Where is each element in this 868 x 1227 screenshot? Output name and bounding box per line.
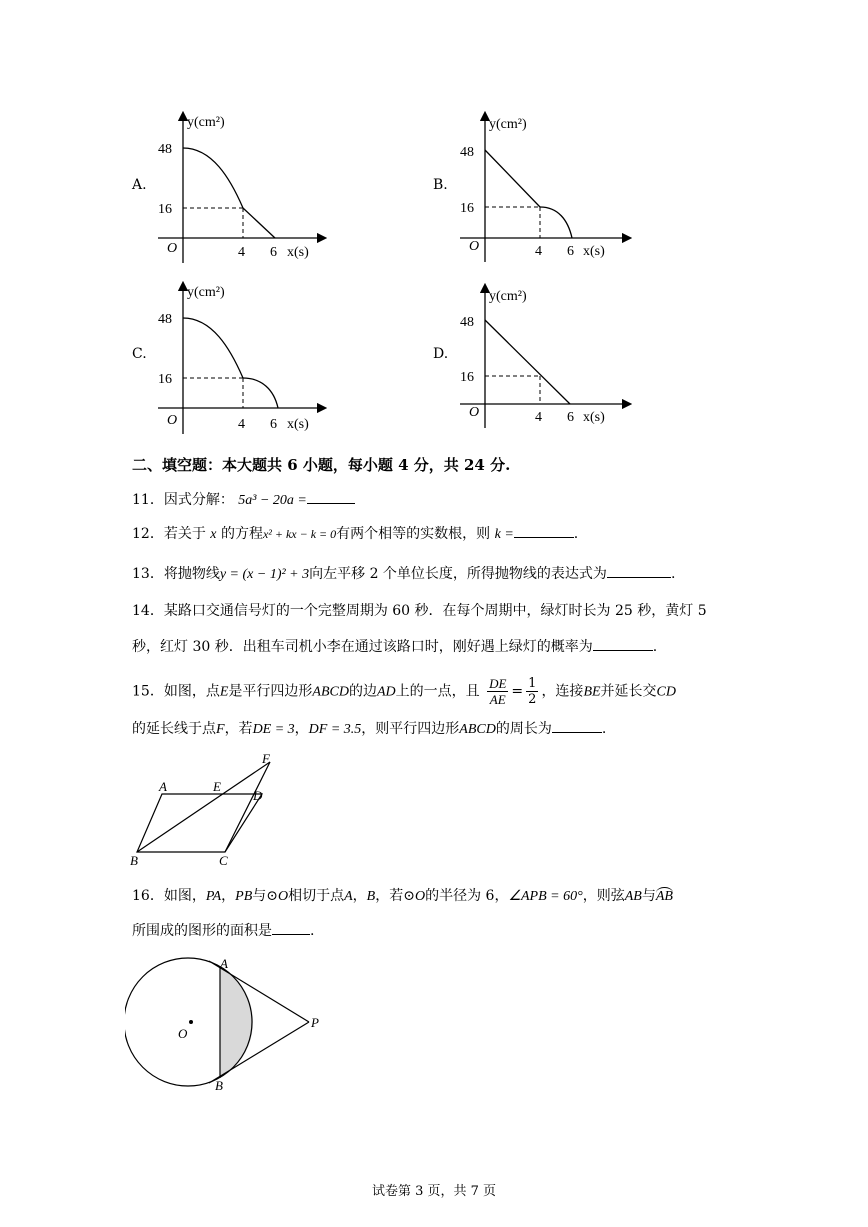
tick-16: 16: [460, 370, 474, 385]
label-c: C: [219, 853, 228, 868]
shaded-segment: [220, 966, 253, 1078]
q16-pa: PA: [205, 889, 222, 904]
graph-a: [150, 108, 330, 268]
curve-segment-2: [243, 378, 278, 408]
q16-end: .: [310, 923, 315, 939]
origin-label: O: [469, 239, 480, 254]
q12-mid: 的方程: [220, 526, 263, 542]
q14-answer-blank[interactable]: [593, 636, 653, 651]
q15-text-3: 的边: [348, 683, 377, 700]
q16-text-5: 的半径为 6，: [425, 888, 509, 904]
frac-denominator: AE: [489, 692, 506, 707]
q15-ad: AD: [376, 684, 396, 700]
q16-b: B: [366, 889, 376, 904]
q16-text-2: 与⊙: [252, 888, 278, 904]
q15-text-9: ，: [294, 721, 309, 737]
q14-line-2-text: 秒，红灯 30 秒．出租车司机小李在通过该路口时，刚好遇上绿灯的概率为: [132, 639, 593, 655]
q12-end: .: [573, 526, 579, 542]
q15-equals: =: [511, 683, 524, 700]
graph-c: [150, 278, 330, 440]
option-b-label: B.: [433, 177, 448, 193]
line-cf: [225, 762, 270, 852]
q15-text-2: 是平行四边形: [228, 683, 313, 700]
tick-48: 48: [158, 142, 172, 157]
question-16-line-1: [132, 886, 673, 907]
label-o: O: [178, 1026, 188, 1041]
q15-de-value: DE = 3: [252, 722, 295, 737]
tick-6: 6: [270, 245, 277, 260]
q16-text-6: ，则弦: [582, 888, 625, 904]
line-segment: [485, 150, 540, 207]
curve-segment: [540, 207, 572, 238]
tick-6: 6: [567, 410, 574, 425]
y-axis-label: y(cm²): [187, 285, 225, 300]
y-axis-label: y(cm²): [187, 115, 225, 130]
q15-point-f: F: [216, 722, 225, 737]
q13-post: 向左平移 2 个单位长度，所得抛物线的表达式为: [309, 566, 607, 582]
y-axis-label: y(cm²): [489, 289, 527, 304]
question-14-line-1: 14．某路口交通信号灯的一个完整周期为 60 秒．在每个周期中，绿灯时长为 25 秒，黄灯 5: [132, 603, 707, 619]
question-13: [132, 563, 675, 585]
q11-expression: 5a³ − 20a =: [238, 493, 307, 508]
q15-text-6: 并延长交: [600, 683, 657, 700]
section-heading: 二、填空题：本大题共 6 小题，每小题 4 分，共 24 分.: [132, 456, 511, 474]
question-12: [132, 523, 578, 545]
curve-segment-1: [183, 318, 243, 378]
frac-denominator: 2: [528, 692, 537, 707]
origin-label: O: [167, 241, 178, 256]
q13-answer-blank[interactable]: [607, 563, 671, 578]
q12-equation: x² + kx − k = 0: [262, 527, 337, 541]
label-a: A: [220, 956, 228, 971]
q15-end: .: [601, 721, 607, 737]
parallelogram-abcd: [137, 794, 262, 852]
tick-16: 16: [460, 201, 474, 216]
line-segment: [243, 208, 275, 238]
q13-pre: 将抛物线: [163, 566, 220, 582]
q13-number: 13．: [132, 566, 164, 582]
tick-6: 6: [567, 244, 574, 259]
q16-text-8: 所围成的图形的面积是: [132, 923, 272, 939]
frac-numerator: 1: [528, 676, 537, 691]
label-b: B: [215, 1078, 223, 1093]
tick-16: 16: [158, 202, 172, 217]
x-axis-label: x(s): [287, 417, 309, 432]
q12-k: k =: [494, 527, 514, 542]
q11-text: 因式分解：: [163, 492, 234, 508]
question-15-line-2: [132, 718, 606, 740]
label-p: P: [311, 1015, 319, 1030]
tick-16: 16: [158, 372, 172, 387]
q15-cd: CD: [656, 684, 676, 700]
q16-comma-1: ，: [221, 888, 236, 904]
q12-pre: 若关于: [163, 526, 206, 542]
line-segment: [485, 320, 570, 404]
q15-text-7: 的延长线于点: [132, 721, 216, 737]
q11-answer-blank[interactable]: [307, 489, 355, 504]
frac-numerator: DE: [489, 676, 507, 691]
q16-a: A: [344, 889, 353, 904]
q16-pb: PB: [235, 889, 253, 904]
q14-end: .: [652, 639, 658, 655]
question-16-line-2: [132, 920, 314, 941]
q12-post: 有两个相等的实数根，则: [336, 526, 491, 542]
q15-text-10: ，则平行四边形: [361, 721, 460, 737]
origin-label: O: [469, 405, 480, 420]
tick-4: 4: [535, 410, 542, 425]
q15-fraction-de-ae: [487, 676, 508, 707]
q13-equation: y = (x − 1)² + 3: [219, 567, 310, 582]
q15-number: 15．: [132, 683, 164, 700]
q16-arc-ab: AB: [655, 889, 673, 904]
origin-label: O: [167, 413, 178, 428]
q15-text-5: ，连接: [541, 683, 584, 700]
q15-be: BE: [583, 684, 601, 700]
question-11: [132, 489, 355, 511]
option-c-label: C.: [132, 346, 147, 362]
label-a: A: [159, 779, 167, 794]
option-a-label: A.: [132, 177, 147, 193]
q16-comma-2: ，: [352, 888, 367, 904]
q11-number: 11．: [132, 492, 164, 508]
label-f: F: [262, 751, 270, 766]
x-axis-label: x(s): [287, 245, 309, 260]
q15-df-value: DF = 3.5: [308, 722, 362, 737]
q15-answer-blank[interactable]: [552, 718, 602, 733]
figure-16-circle-tangents: [125, 955, 325, 1095]
q16-answer-blank[interactable]: [272, 920, 310, 935]
tick-4: 4: [238, 245, 245, 260]
q15-text-8: ，若: [224, 721, 253, 737]
question-15-line-1: [132, 676, 676, 707]
figure-15-parallelogram: [125, 750, 285, 870]
q15-abcd-2: ABCD: [459, 722, 496, 737]
option-d-label: D.: [433, 346, 449, 362]
q12-var: x: [210, 527, 217, 542]
q15-text-1: 如图，点: [163, 683, 220, 700]
q16-chord-ab: AB: [624, 889, 642, 904]
x-axis-label: x(s): [583, 244, 605, 259]
tick-48: 48: [460, 145, 474, 160]
graph-b: [455, 110, 635, 270]
curve-segment: [183, 148, 243, 208]
graph-d: [455, 282, 635, 442]
y-axis-label: y(cm²): [489, 117, 527, 132]
q16-text-4: ，若⊙: [375, 888, 415, 904]
q16-o-2: O: [414, 889, 426, 904]
tick-4: 4: [238, 417, 245, 432]
tick-6: 6: [270, 417, 277, 432]
label-d: D: [253, 788, 263, 803]
tick-48: 48: [460, 315, 474, 330]
q16-angle: ∠APB = 60°: [508, 889, 583, 904]
label-b: B: [130, 853, 138, 868]
page-footer: 试卷第 3 页，共 7 页: [371, 1184, 497, 1199]
q15-fraction-half: [526, 676, 538, 707]
q15-text-4: 上的一点，且: [395, 683, 480, 700]
question-14-line-2: [132, 636, 657, 657]
q16-text-7: 与: [641, 888, 656, 904]
tick-48: 48: [158, 312, 172, 327]
q16-text-3: 相切于点: [288, 888, 345, 904]
center-dot: [189, 1020, 193, 1024]
q15-text-11: 的周长为: [495, 721, 552, 737]
x-axis-label: x(s): [583, 410, 605, 425]
q15-point-e: E: [219, 684, 229, 700]
q15-abcd: ABCD: [312, 684, 349, 700]
q16-o-1: O: [277, 889, 289, 904]
q12-number: 12．: [132, 526, 164, 542]
q16-text-1: 16．如图，: [132, 888, 206, 904]
tick-4: 4: [535, 244, 542, 259]
q13-end: .: [670, 566, 676, 582]
label-e: E: [213, 779, 221, 794]
q12-answer-blank[interactable]: [514, 523, 574, 538]
